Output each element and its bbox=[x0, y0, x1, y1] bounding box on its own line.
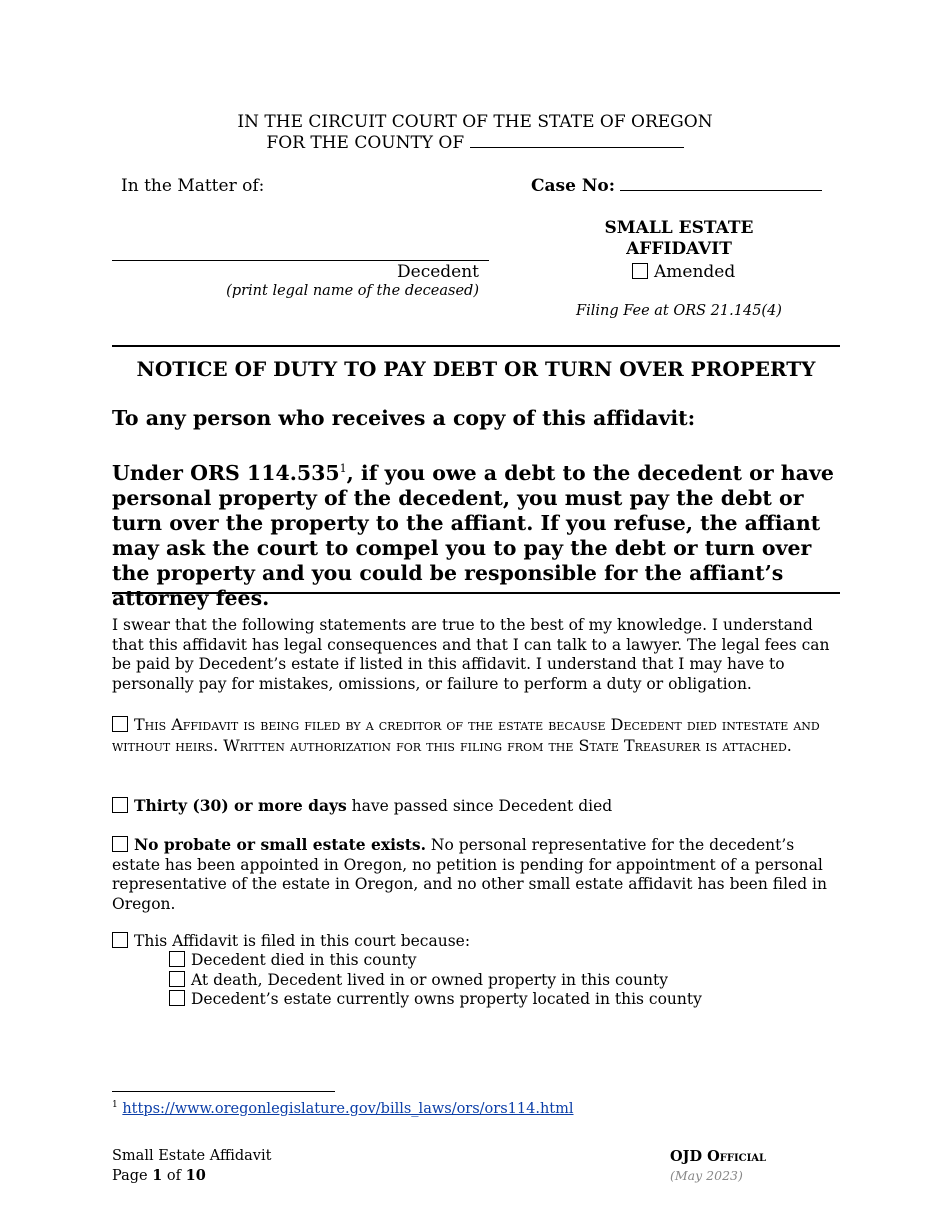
creditor-checkbox[interactable] bbox=[112, 716, 128, 732]
county-label: FOR THE COUNTY OF bbox=[266, 133, 465, 153]
form-title-line-1: SMALL ESTATE bbox=[604, 218, 754, 238]
footer-right bbox=[670, 1147, 766, 1185]
court-reason-checkbox[interactable] bbox=[169, 990, 185, 1006]
court-reason-checkbox[interactable] bbox=[169, 971, 185, 987]
creditor-text: This Affidavit is being filed by a creditor of the estate because Decedent died intestate and without heirs. Written authorization for this filing from the State Treasurer is attached. bbox=[112, 715, 820, 755]
thirty-days-text: have passed since Decedent died bbox=[346, 797, 613, 815]
case-no-field[interactable] bbox=[620, 190, 822, 191]
notice-ors-ref: Under ORS 114.535 bbox=[112, 460, 340, 485]
notice-footnote-mark: 1 bbox=[339, 462, 347, 475]
court-reason-list bbox=[169, 951, 819, 1010]
footer-form-name: Small Estate Affidavit bbox=[112, 1148, 272, 1164]
decedent-name-field[interactable] bbox=[112, 260, 489, 261]
case-no-label: Case No: bbox=[531, 176, 616, 196]
footnote-link[interactable]: https://www.oregonlegislature.gov/bills_laws/ors/ors114.html bbox=[122, 1100, 574, 1117]
matter-label: In the Matter of: bbox=[121, 176, 265, 196]
notice-top-rule bbox=[112, 345, 840, 347]
page-prefix: Page bbox=[112, 1168, 153, 1184]
notice-bottom-rule bbox=[112, 592, 840, 594]
court-heading bbox=[0, 112, 950, 154]
footer-date: (May 2023) bbox=[670, 1168, 743, 1183]
county-field[interactable] bbox=[470, 147, 684, 148]
page-of: of bbox=[162, 1168, 186, 1184]
court-line-1: IN THE CIRCUIT COURT OF THE STATE OF OREGON bbox=[237, 112, 713, 132]
filed-in-court-option[interactable] bbox=[112, 932, 840, 952]
no-probate-option[interactable] bbox=[112, 835, 840, 914]
form-title bbox=[579, 218, 779, 260]
thirty-days-option[interactable] bbox=[112, 796, 840, 817]
court-reason-item[interactable] bbox=[169, 990, 819, 1010]
amended-checkbox[interactable] bbox=[632, 263, 648, 279]
notice-title: NOTICE OF DUTY TO PAY DEBT OR TURN OVER PROPERTY bbox=[136, 357, 816, 381]
filed-in-court-text: This Affidavit is filed in this court because: bbox=[134, 932, 471, 950]
court-reason-label: At death, Decedent lived in or owned property in this county bbox=[191, 970, 668, 989]
sworn-statement: I swear that the following statements are true to the best of my knowledge. I understand that this affidavit has legal consequences and that I can talk to a lawyer. The legal fees can be paid by Decedent’s estate if listed in this affidavit. I understand that I may have to personally pay for mistakes, omissions, or failure to perform a duty or obligation. bbox=[112, 616, 830, 693]
page-total: 10 bbox=[185, 1167, 206, 1184]
notice-recipient: To any person who receives a copy of this affidavit: bbox=[112, 406, 696, 430]
footnote-separator bbox=[112, 1091, 335, 1092]
thirty-days-checkbox[interactable] bbox=[112, 797, 128, 813]
no-probate-checkbox[interactable] bbox=[112, 836, 128, 852]
thirty-days-bold: Thirty (30) or more days bbox=[134, 796, 347, 815]
decedent-hint: (print legal name of the deceased) bbox=[226, 283, 479, 299]
court-reason-checkbox[interactable] bbox=[169, 951, 185, 967]
creditor-option[interactable] bbox=[112, 714, 840, 756]
decedent-label: Decedent bbox=[397, 262, 479, 282]
form-title-line-2: AFFIDAVIT bbox=[626, 239, 732, 259]
footnote-number: 1 bbox=[112, 1100, 118, 1110]
filing-fee: Filing Fee at ORS 21.145(4) bbox=[576, 303, 782, 319]
case-no bbox=[531, 176, 822, 196]
court-line-2 bbox=[0, 133, 950, 154]
amended-label: Amended bbox=[654, 262, 736, 282]
footnote bbox=[112, 1100, 574, 1117]
court-reason-item[interactable] bbox=[169, 971, 819, 991]
notice-body-text: , if you owe a debt to the decedent or have personal property of the decedent, you must pay the debt or turn over the property to the affiant. If you refuse, the affiant may ask the court to compel you to pay the debt or turn over the property and you could be responsible for the affiant’s attorney fees. bbox=[112, 460, 834, 610]
page-number bbox=[112, 1166, 271, 1186]
notice-body bbox=[112, 456, 840, 611]
filed-in-court-checkbox[interactable] bbox=[112, 932, 128, 948]
amended-option[interactable] bbox=[632, 262, 735, 282]
court-reason-label: Decedent died in this county bbox=[191, 951, 417, 969]
page-current: 1 bbox=[152, 1167, 163, 1184]
no-probate-text: No personal representative for the decedent’s estate has been appointed in Oregon, no petition is pending for appointment of a personal representative of the estate in Oregon, and no other small estate affidavit has been filed in Oregon. bbox=[112, 836, 827, 913]
no-probate-bold: No probate or small estate exists. bbox=[134, 835, 426, 854]
ojd-official: OJD Official bbox=[670, 1148, 767, 1165]
court-reason-item[interactable] bbox=[169, 951, 819, 971]
court-reason-label: Decedent’s estate currently owns property located in this county bbox=[191, 990, 702, 1008]
footer-left bbox=[112, 1147, 271, 1186]
